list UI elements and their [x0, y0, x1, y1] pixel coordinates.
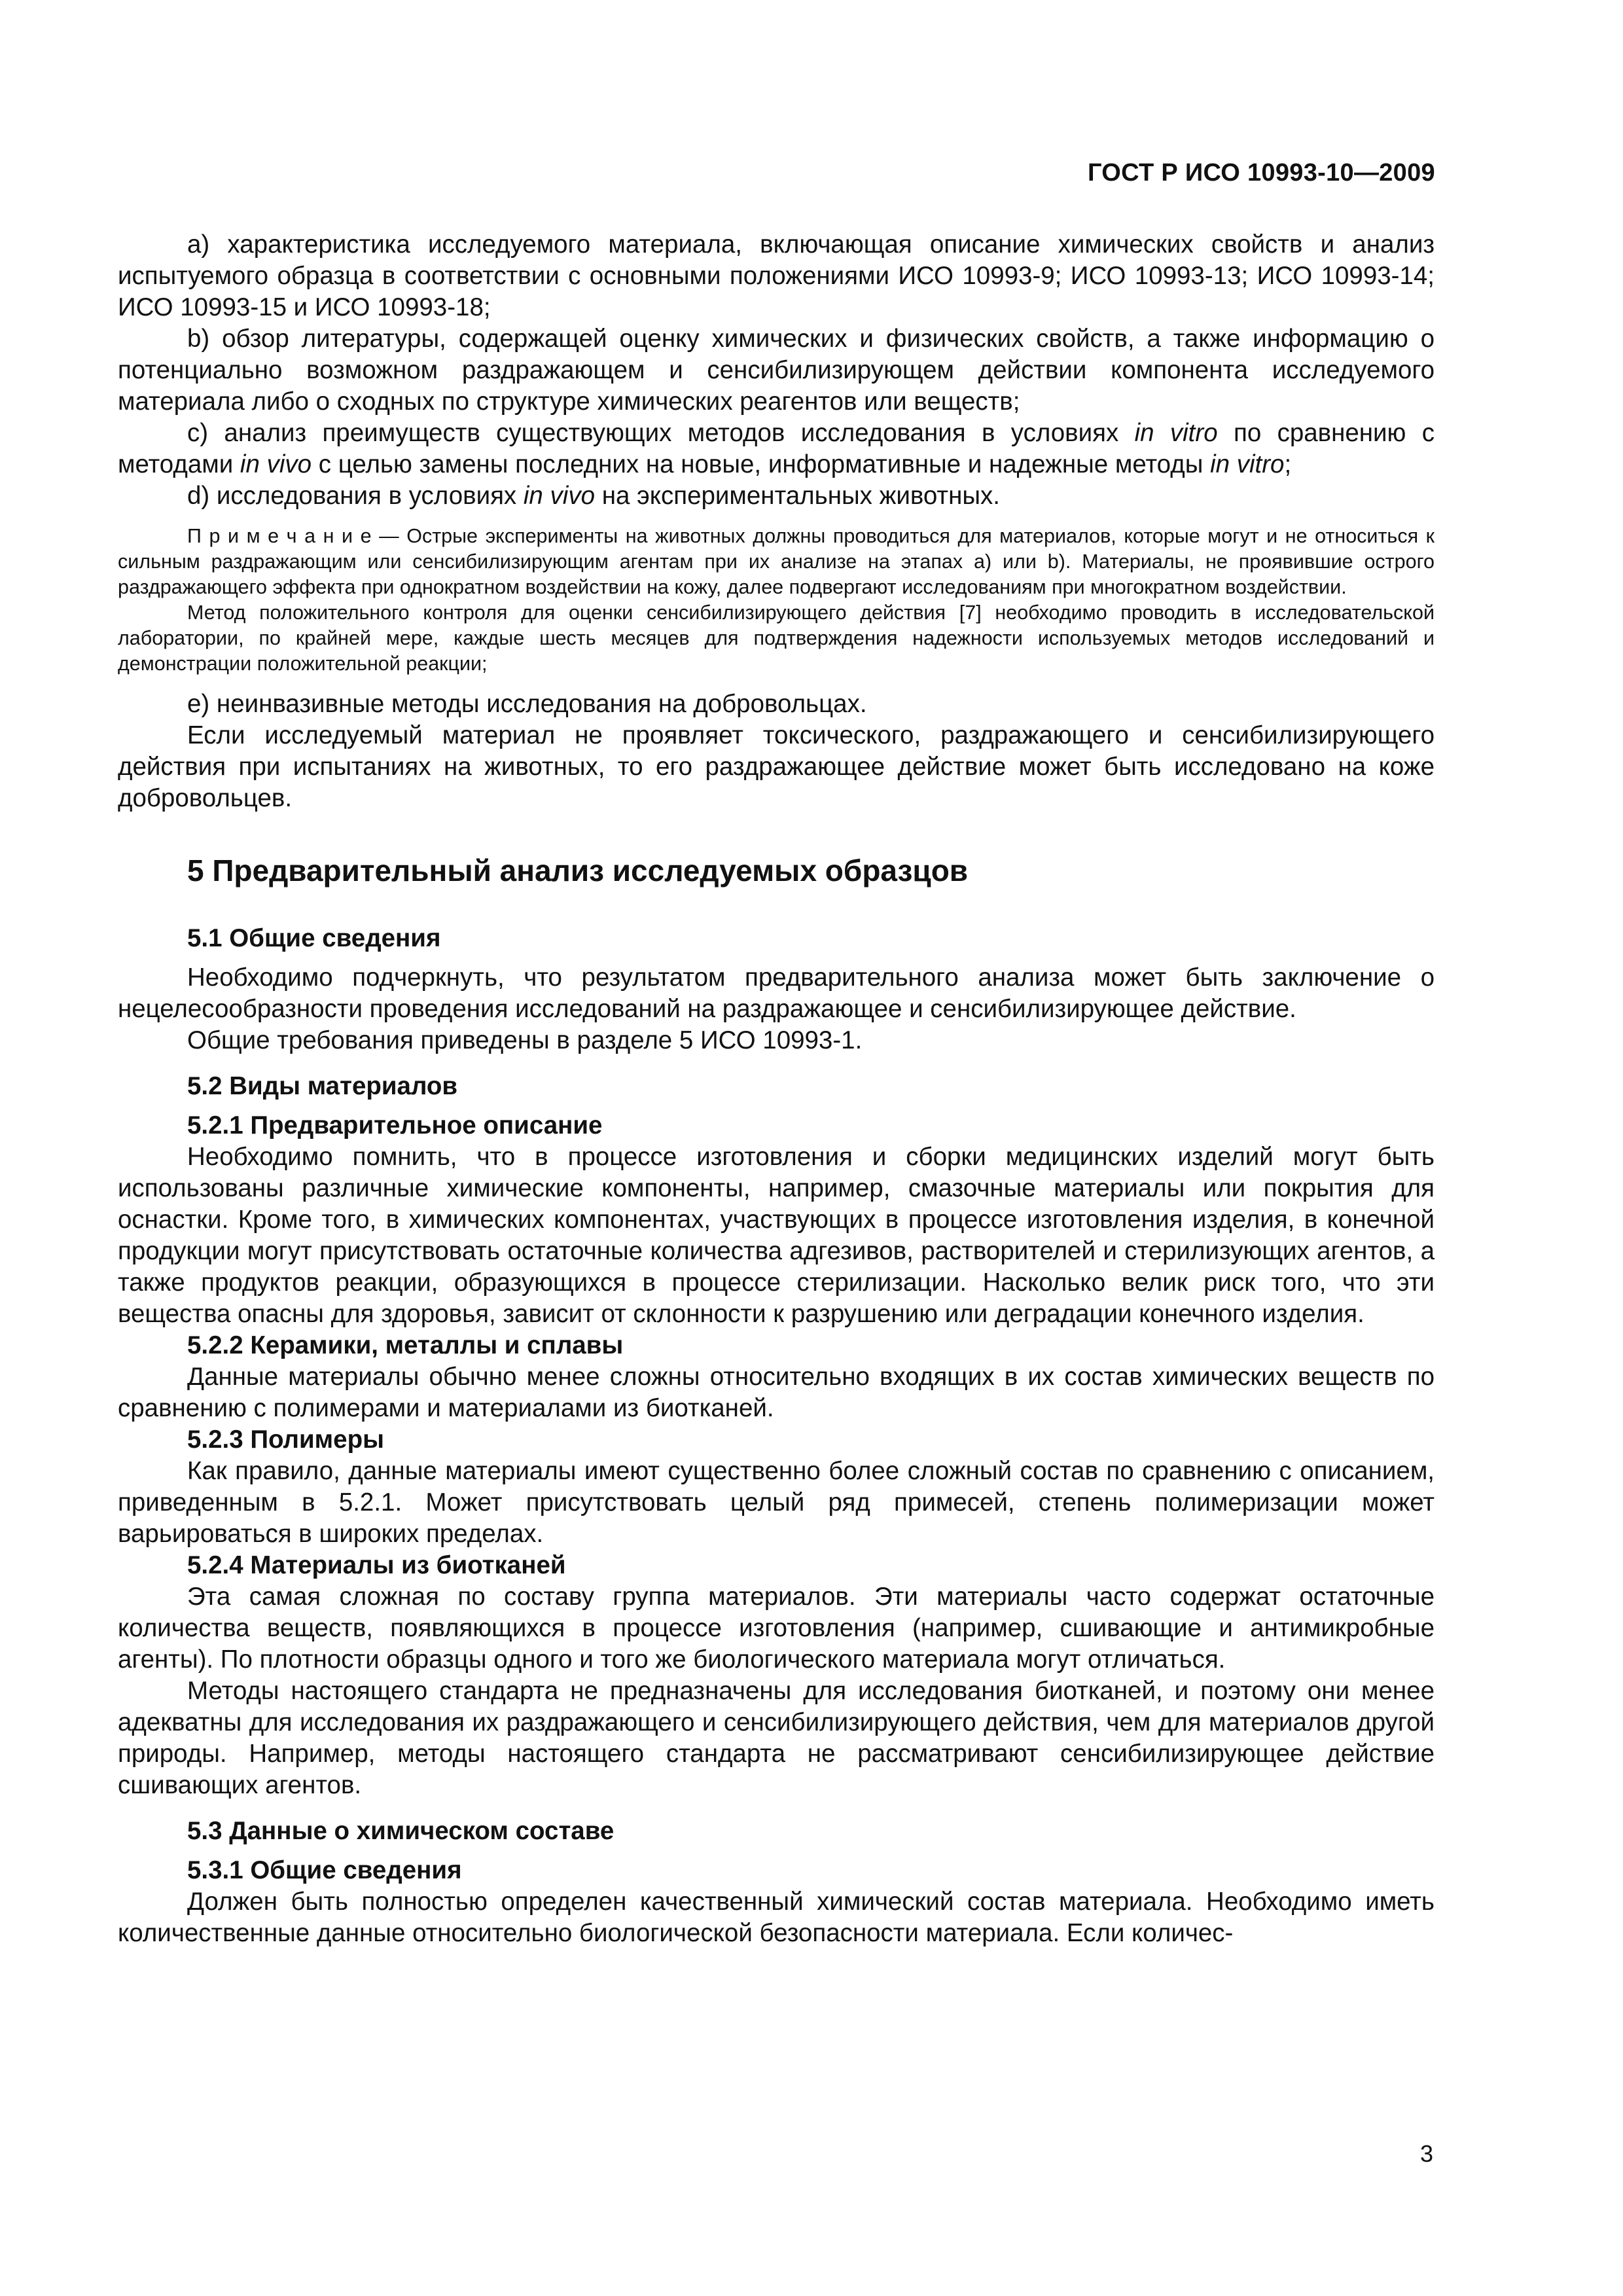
- section-5-2-4-text-2: Методы настоящего стандарта не предназначены для исследования биотканей, и поэтому они менее адекватны для исследования их раздражающего и сенсибилизирующего действия, чем для материалов другой природы. Например, методы настоящего стандарта не рассматривают сенсибилизирующее действие сшивающих агентов.: [118, 1677, 1435, 1799]
- list-item-e: е) неинвазивные методы исследования на добровольцах.: [187, 690, 867, 718]
- section-5-1-paragraph-1: Необходимо подчеркнуть, что результатом предварительного анализа может быть заключение о нецелесообразности проведения исследований на раздражающее и сенсибилизирующее действие.: [118, 963, 1435, 1023]
- page-number: 3: [1419, 2140, 1433, 2167]
- list-item-a: а) характеристика исследуемого материала, включающая описание химических свойств и анализ испытуемого образца в соответствии с основными положениями ИСО 10993-9; ИСО 10993-13; ИСО 10993-14; ИСО 10993-15 и ИСО 10993-18;: [118, 230, 1435, 321]
- page-body: [118, 229, 1435, 1949]
- section-5-1-title: 5.1 Общие сведения: [187, 924, 441, 952]
- section-5-3-title: 5.3 Данные о химическом составе: [187, 1817, 615, 1845]
- note-paragraph-2: Метод положительного контроля для оценки сенсибилизирующего действия [7] необходимо проводить в исследовательской лаборатории, по крайней мере, каждые шесть месяцев для подтверждения надежности используемых методов исследований и демонстрации положительной реакции;: [118, 601, 1435, 675]
- section-5-title: 5 Предварительный анализ исследуемых образцов: [187, 853, 969, 888]
- section-5-2-3-title: 5.2.3 Полимеры: [187, 1426, 384, 1454]
- section-5-2-2-title: 5.2.2 Керамики, металлы и сплавы: [187, 1331, 624, 1359]
- list-item-d: d) исследования в условиях in vivo на экспериментальных животных.: [187, 482, 1000, 510]
- section-5-2-4-title: 5.2.4 Материалы из биотканей: [187, 1551, 566, 1579]
- section-5-2-4-text-1: Эта самая сложная по составу группа материалов. Эти материалы часто содержат остаточные количества веществ, появляющихся в процессе изготовления (например, сшивающие и антимикробные агенты). По плотности образцы одного и того же биологического материала могут отличаться.: [118, 1583, 1435, 1674]
- section-5-3-1-title: 5.3.1 Общие сведения: [187, 1856, 462, 1884]
- volunteer-paragraph: Если исследуемый материал не проявляет токсического, раздражающего и сенсибилизирующего действия при испытаниях на животных, то его раздражающее действие может быть исследовано на коже добровольцев.: [118, 721, 1435, 812]
- section-5-2-title: 5.2 Виды материалов: [187, 1072, 458, 1100]
- section-5-1-paragraph-2: Общие требования приведены в разделе 5 ИСО 10993-1.: [187, 1026, 863, 1054]
- section-5-3-1-text: Должен быть полностью определен качественный химический состав материала. Необходимо иметь количественные данные относительно биологической безопасности материала. Если количес-: [118, 1888, 1435, 1947]
- section-5-2-2-text: Данные материалы обычно менее сложны относительно входящих в их состав химических веществ по сравнению с полимерами и материалами из биотканей.: [118, 1363, 1435, 1422]
- list-item-b: b) обзор литературы, содержащей оценку химических и физических свойств, а также информацию о потенциально возможном раздражающем и сенсибилизирующем действии компонента исследуемого материала либо о сходных по структуре химических реагентов или веществ;: [118, 325, 1435, 416]
- note-label: П р и м е ч а н и е: [187, 525, 372, 547]
- list-item-c: c) анализ преимуществ существующих методов исследования в условиях in vitro по сравнению с методами in vivo с целью замены последних на новые, информативные и надежные методы in vitro;: [118, 419, 1435, 478]
- standard-header: ГОСТ Р ИСО 10993-10—2009: [1087, 159, 1435, 187]
- note-paragraph-1: П р и м е ч а н и е — Острые эксперименты на животных должны проводиться для материалов, которые могут и не относиться к сильным раздражающим или сенсибилизирующим агентам при их анализе на этапах а) или b). Материалы, не проявившие острого раздражающего эффекта при однократном воздействии на кожу, далее подвергают исследованиям при многократном воздействии.: [118, 525, 1435, 598]
- section-5-2-3-text: Как правило, данные материалы имеют существенно более сложный состав по сравнению с описанием, приведенным в 5.2.1. Может присутствовать целый ряд примесей, степень полимеризации может варьироваться в широких пределах.: [118, 1457, 1435, 1548]
- section-5-2-1-title: 5.2.1 Предварительное описание: [187, 1111, 603, 1139]
- section-5-2-1-text: Необходимо помнить, что в процессе изготовления и сборки медицинских изделий могут быть использованы различные химические компоненты, например, смазочные материалы или покрытия для оснастки. Кроме того, в химических компонентах, участвующих в процессе изготовления изделия, в конечной продукции могут присутствовать остаточные количества адгезивов, растворителей и стерилизующих агентов, а также продуктов реакции, образующихся в процессе стерилизации. Насколько велик риск того, что эти вещества опасны для здоровья, зависит от склонности к разрушению или деградации конечного изделия.: [118, 1143, 1435, 1328]
- note-block: [118, 524, 1435, 677]
